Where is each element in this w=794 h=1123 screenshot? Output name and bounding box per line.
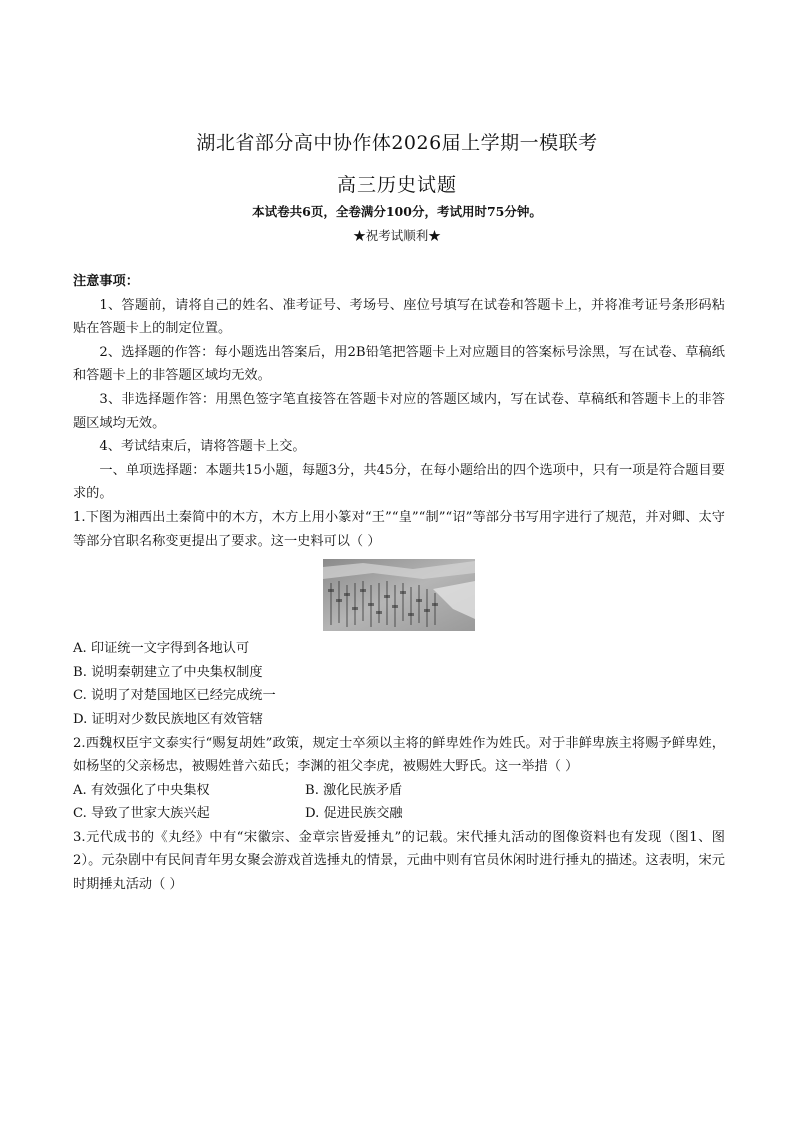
q1-option-a: A. 印证统一文字得到各地认可 — [73, 641, 250, 657]
q1-figure — [73, 553, 725, 637]
q1-option-d: D. 证明对少数民族地区有效管辖 — [73, 711, 263, 727]
exam-title: 湖北省部分高中协作体2026届上学期一模联考 — [196, 132, 598, 154]
q1-option-b: B. 说明秦朝建立了中央集权制度 — [73, 664, 263, 680]
notice-item: 1、答题前，请将自己的姓名、准考证号、考场号、座位号填写在试卷和答题卡上，并将准考证号条形码粘贴在答题卡上的制定位置。 — [73, 297, 725, 337]
exam-body — [73, 270, 725, 897]
q2-option-b: B. 激化民族矛盾 — [305, 782, 403, 798]
q3-stem: 3.元代成书的《丸经》中有“宋徽宗、金章宗皆爱捶丸”的记载。宋代捶丸活动的图像资料也有发现（图1、图2）。元杂剧中有民间青年男女聚会游戏首选捶丸的情景，元曲中则有官员休闲时进行捶丸的描述。这表明，宋元时期捶丸活动（ ） — [73, 829, 725, 893]
q2-option-d: D. 促进民族交融 — [305, 806, 403, 822]
q2-options-row — [73, 802, 725, 826]
exam-info: 本试卷共6页，全卷满分100分，考试用时75分钟。 — [252, 204, 542, 219]
exam-wish: ★祝考试顺利★ — [353, 228, 441, 243]
notice-item: 2、选择题的作答：每小题选出答案后，用2B铅笔把答题卡上对应题目的答案标号涂黑，写在试卷、草稿纸和答题卡上的非答题区域均无效。 — [73, 344, 725, 384]
notice-item: 4、考试结束后，请将答题卡上交。 — [99, 439, 306, 455]
notice-item: 3、非选择题作答：用黑色签字笔直接答在答题卡对应的答题区域内，写在试卷、草稿纸和答题卡上的非答题区域均无效。 — [73, 391, 725, 431]
q2-options-row — [73, 779, 725, 803]
q1-stem: 1.下图为湘西出土秦简中的木方，木方上用小篆对“王”“皇”“制”“诏”等部分书写用字进行了规范，并对卿、太守等部分官职名称变更提出了要求。这一史料可以（ ） — [73, 509, 725, 549]
exam-subtitle: 高三历史试题 — [336, 174, 457, 196]
section1-intro: 一、单项选择题：本题共15小题，每题3分，共45分，在每小题给出的四个选项中，只有一项是符合题目要求的。 — [73, 462, 725, 502]
q1-option-c: C. 说明了对楚国地区已经完成统一 — [73, 688, 276, 704]
q2-option-a: A. 有效强化了中央集权 — [73, 782, 210, 798]
q2-stem: 2.西魏权臣宇文泰实行“赐复胡姓”政策，规定士卒须以主将的鲜卑姓作为姓氏。对于非鲜卑族主将赐予鲜卑姓，如杨坚的父亲杨忠，被赐姓普六茹氏；李渊的祖父李虎，被赐姓大野氏。这一举措（ ） — [73, 735, 725, 775]
q2-option-c: C. 导致了世家大族兴起 — [73, 806, 210, 822]
notice-heading: 注意事项： — [73, 274, 139, 289]
bamboo-slip-image — [323, 559, 475, 631]
